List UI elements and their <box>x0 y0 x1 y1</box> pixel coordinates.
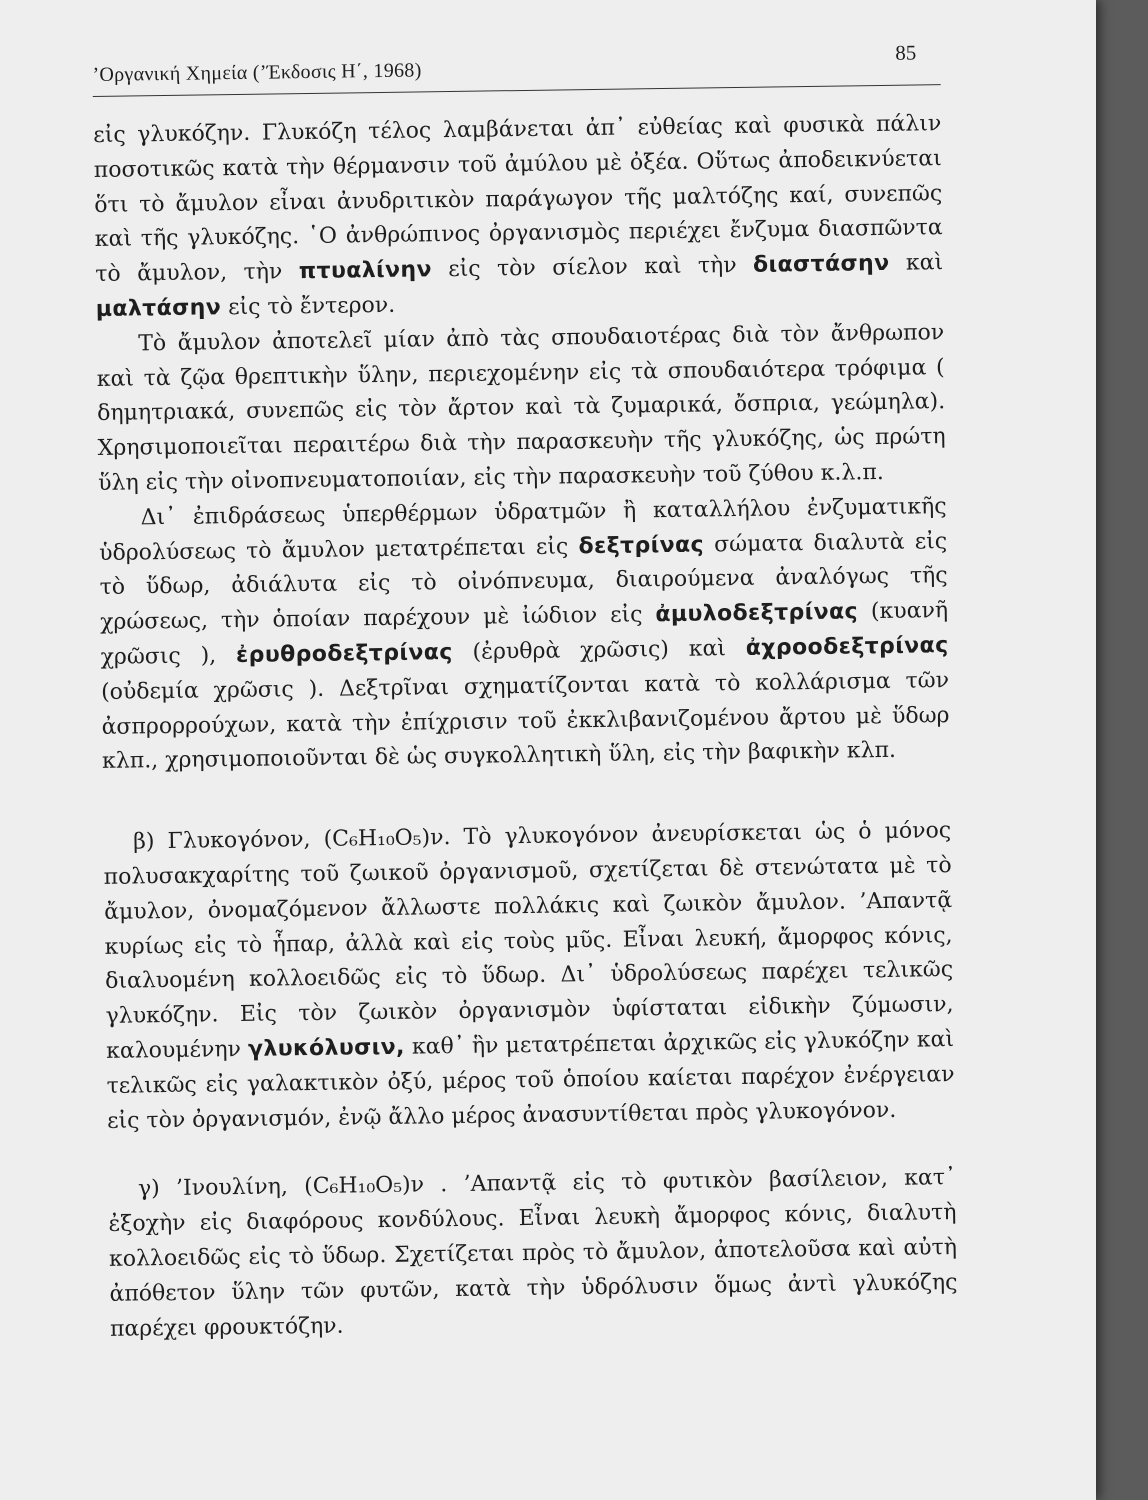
text-run: (οὐδεμία χρῶσις ). Δεξτρῖναι σχηματίζονται κατὰ τὸ κολλάρισμα τῶν ἀσπρορρούχων, κατὰ τὴν ἐπίχρισιν τοῦ ἐκκλιβανιζομένου ἄρτου μὲ ὕδωρ κλπ., χρησιμοποιοῦνται δὲ ὡς συγκολλητικὴ ὕλη, εἰς τὴν βαφικὴν κλπ. <box>100 667 950 775</box>
text-run: (ἐρυθρὰ χρῶσις) καὶ <box>472 636 727 665</box>
bold-term: μαλτάσην <box>95 295 222 322</box>
text-run: Δι᾽ ἐπιδράσεως ὑπερθέρμων ὑδρατμῶν ἢ καταλλήλου ἐνζυματικῆς ὑδρολύσεως τὸ ἄμυλον μετατρέπεται εἰς <box>98 493 947 566</box>
text-run: (κυανῆ χρῶσις ), <box>100 598 949 670</box>
text-run: καθ᾽ ἣν μετατρέπεται ἀρχικῶς εἰς γλυκόζην καὶ τελικῶς εἰς γαλακτικὸν ὀξύ, μέρος τοῦ ὁποίου καίεται παρέχον ἐνέργειαν εἰς τὸν ὀργανισμόν, ἐνῷ ἄλλο μέρος ἀνασυντίθεται πρὸς γλυκογόνον. <box>106 1026 955 1134</box>
paragraph-enzymes <box>93 107 944 328</box>
section-inulin: γ) ’Ινουλίνη, (C₆H₁₀O₅)ν . ’Απαντᾷ εἰς τὸ φυτικὸν βασίλειον, κατ᾽ ἐξοχὴν εἰς διαφόρους κονδύλους. Εἶναι λευκὴ ἄμορφος κόνις, διαλυτὴ κολλοειδῶς εἰς τὸ ὕδωρ. Σχετίζεται πρὸς τὸ ἄμυλον, ἀποτελοῦσα καὶ αὐτὴ ἀπόθετον ὕλην τῶν φυτῶν, κατὰ τὴν ὑδρόλυσιν ὅμως ἀντὶ γλυκόζης παρέχει φρουκτόζην. <box>108 1165 958 1342</box>
text-run: καὶ <box>905 250 944 276</box>
bold-term: δεξτρίνας <box>578 532 705 559</box>
page-number: 85 <box>895 40 917 65</box>
bold-term: ἐρυθροδεξτρίνας <box>235 639 453 669</box>
bold-term: ἀμυλοδεξτρίνας <box>655 599 859 628</box>
bold-term: διαστάσην <box>752 251 890 278</box>
paragraph-dextrins <box>98 490 950 780</box>
text-run: σώματα διαλυτὰ εἰς τὸ ὕδωρ, ἀδιάλυτα εἰς τὸ οἰνόπνευμα, διαιρούμενα ἀναλόγως τῆς χρώσεως, τὴν ὁποίαν παρέχουν μὲ ἰώδιον εἰς <box>99 528 948 636</box>
section-glycogen <box>103 814 955 1139</box>
bold-term: ἀχροοδεξτρίνας <box>745 633 949 661</box>
text-run: εἰς τὸν σίελον καὶ τὴν <box>448 253 737 283</box>
text-run: εἰς γλυκόζην. Γλυκόζη τέλος λαμβάνεται ἀπ᾽ εὐθείας καὶ φυσικὰ πάλιν ποσοτικῶς κατὰ τὴν θέρμανσιν τοῦ ἀμύλου μὲ ὀξέα. Οὕτως ἀποδεικνύεται ὅτι τὸ ἄμυλον εἶναι ἀνυδριτικὸν παράγωγον τῆς μαλτόζης καί, συνεπῶς καὶ τῆς γλυκόζης. ῾Ο ἀνθρώπινος ὀργανισμὸς περιέχει ἔνζυμα διασπῶντα τὸ ἄμυλον, τὴν <box>93 111 943 288</box>
running-title: ’Οργανική Χημεία (’Έκδοσις Η΄, 1968) <box>92 59 422 86</box>
bold-term: πτυαλίνην <box>298 257 433 285</box>
bold-term: γλυκόλυσιν, <box>247 1034 405 1062</box>
text-run: εἰς τὸ ἔντερον. <box>227 292 396 321</box>
page-header <box>92 28 941 97</box>
paragraph-starch-uses: Τὸ ἄμυλον ἀποτελεῖ μίαν ἀπὸ τὰς σπουδαιοτέρας διὰ τὸν ἄνθρωπον καὶ τὰ ζῷα θρεπτικὴν ὕλην, περιεχομένην εἰς τὰ σπουδαιότερα τρόφιμα ( δημητριακά, συνεπῶς εἰς τὸν ἄρτον καὶ τὰ ζυμαρικά, ὄσπρια, γεώμηλα). Χρησιμοποιεῖται περαιτέρω διὰ τὴν παρασκευὴν τῆς γλυκόζης, ὡς πρώτη ὕλη εἰς τὴν οἰνοπνευματοποιίαν, εἰς τὴν παρασκευὴν τοῦ ζύθου κ.λ.π. <box>96 319 946 496</box>
text-run: β) Γλυκογόνον, (C₆H₁₀O₅)ν. Τὸ γλυκογόνον ἀνευρίσκεται ὡς ὁ μόνος πολυσακχαρίτης τοῦ ζωικοῦ ὀργανισμοῦ, σχετίζεται δὲ στενώτατα μὲ τὸ ἄμυλον, ὀνομαζόμενον ἄλλωστε πολλάκις καὶ ζωικὸν ἄμυλον. ’Απαντᾷ κυρίως εἰς τὸ ἧπαρ, ἀλλὰ καὶ εἰς τοὺς μῦς. Εἶναι λευκή, ἄμορφος κόνις, διαλυομένη κολλοειδῶς εἰς τὸ ὕδωρ. Δι᾽ ὑδρολύσεως παρέχει τελικῶς γλυκόζην. Εἰς τὸν ζωικὸν ὀργανισμὸν ὑφίσταται εἰδικὴν ζύμωσιν, καλουμένην <box>103 818 954 1064</box>
page-content <box>92 28 958 1347</box>
